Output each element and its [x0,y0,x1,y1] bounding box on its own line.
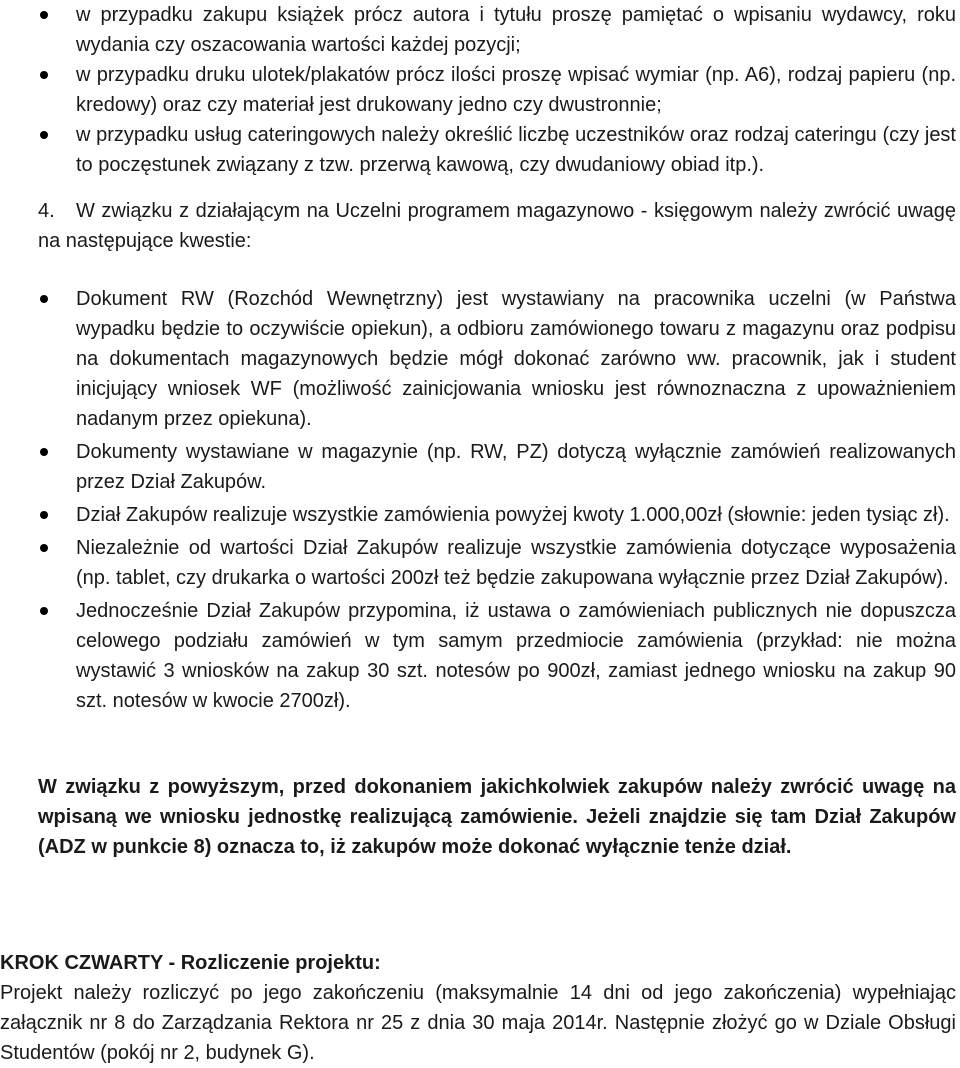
list-item-text: w przypadku usług cateringowych należy określić liczbę uczestników oraz rodzaj cateringu (czy jest to poczęstunek związany z tzw. przerwą kawową, czy dwudaniowy obiad itp.). [76,124,956,176]
section-4-paragraph [38,196,956,256]
bullet-icon [40,607,48,615]
list-item-text: Jednocześnie Dział Zakupów przypomina, iż ustawa o zamówieniach publicznych nie dopuszcza celowego podziału zamówień w tym samym przedmiocie zamówienia (przykład: nie można wystawić 3 wniosków na zakup 30 szt. notesów po 900zł, zamiast jednego wniosku na zakup 90 szt. notesów w kwocie 2700zł). [76,600,956,712]
list-item [38,533,956,593]
list-item [38,60,956,120]
bullet-icon [40,131,48,139]
step-four-body: Projekt należy rozliczyć po jego zakończeniu (maksymalnie 14 dni od jego zakończenia) wypełniając załącznik nr 8 do Zarządzania Rektora nr 25 z dnia 30 maja 2014r. Następnie złożyć go w Dziale Obsługi Studentów (pokój nr 2, budynek G). [0,982,956,1064]
list-item [38,284,956,434]
purchase-hints-list [38,0,956,180]
section-4-text: W związku z działającym na Uczelni programem magazynowo - księgowym należy zwrócić uwagę na następujące kwestie: [38,200,956,252]
list-item-text: Niezależnie od wartości Dział Zakupów realizuje wszystkie zamówienia dotyczące wyposażenia (np. tablet, czy drukarka o wartości 200zł też będzie zakupowana wyłącznie przez Dział Zakupów). [76,537,956,589]
section-number: 4. [38,200,55,222]
step-four-heading: KROK CZWARTY - Rozliczenie projektu: [0,952,381,974]
list-item-text: w przypadku druku ulotek/plakatów prócz ilości proszę wpisać wymiar (np. A6), rodzaj papieru (np. kredowy) oraz czy materiał jest drukowany jedno czy dwustronnie; [76,64,956,116]
list-item-text: w przypadku zakupu książek prócz autora i tytułu proszę pamiętać o wpisaniu wydawcy, roku wydania czy oszacowania wartości każdej pozycji; [76,4,956,56]
list-item [38,120,956,180]
bold-note: W związku z powyższym, przed dokonaniem jakichkolwiek zakupów należy zwrócić uwagę na wpisaną we wniosku jednostkę realizującą zamówienie. Jeżeli znajdzie się tam Dział Zakupów (ADZ w punkcie 8) oznacza to, iż zakupów może dokonać wyłącznie tenże dział. [38,776,956,858]
bullet-icon [40,448,48,456]
list-item [38,500,956,530]
list-item-text: Dokumenty wystawiane w magazynie (np. RW, PZ) dotyczą wyłącznie zamówień realizowanych przez Dział Zakupów. [76,441,956,493]
list-item-text: Dział Zakupów realizuje wszystkie zamówienia powyżej kwoty 1.000,00zł (słownie: jeden tysiąc zł). [76,504,950,526]
list-item [38,0,956,60]
bullet-icon [40,11,48,19]
bullet-icon [40,511,48,519]
bullet-icon [40,71,48,79]
list-item [38,596,956,716]
section-4 [38,196,956,256]
bullet-icon [40,544,48,552]
list-item-text: Dokument RW (Rozchód Wewnętrzny) jest wystawiany na pracownika uczelni (w Państwa wypadku będzie to oczywiście opiekun), a odbioru zamówionego towaru z magazynu oraz podpisu na dokumentach magazynowych będzie mógł dokonać zarówno ww. pracownik, jak i student inicjujący wniosek WF (możliwość zainicjowania wniosku jest równoznaczna z upoważnieniem nadanym przez opiekuna). [76,288,956,430]
bullet-icon [40,295,48,303]
warehouse-issues-list [38,284,956,719]
list-item [38,437,956,497]
